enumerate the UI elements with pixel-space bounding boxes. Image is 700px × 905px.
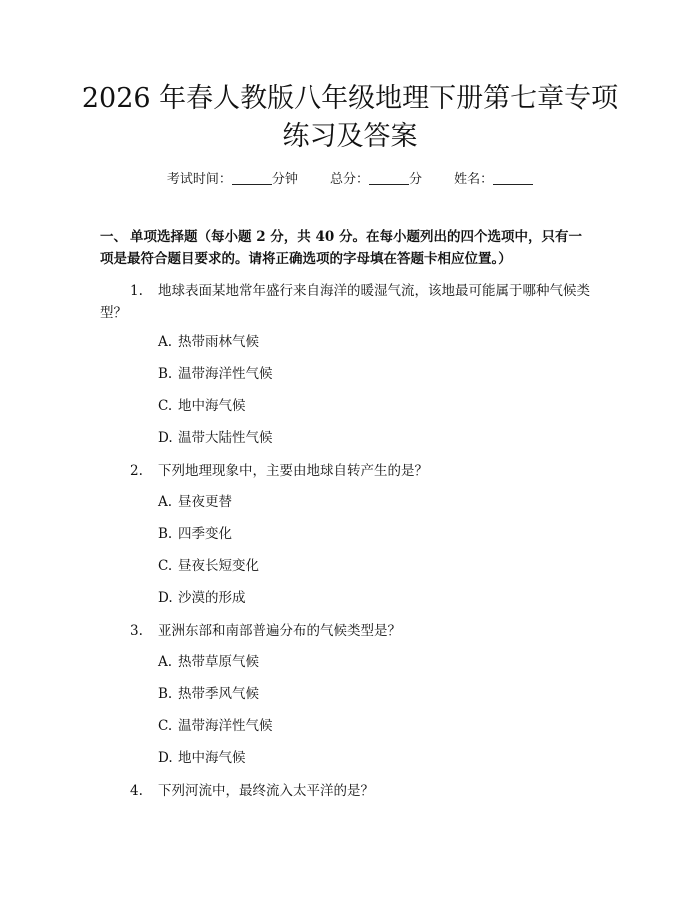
question-text-line1: 地球表面某地常年盛行来自海洋的暖湿气流，该地最可能属于哪种气候类 <box>158 283 590 299</box>
option-letter: B. <box>158 686 173 702</box>
question-2 <box>130 460 600 482</box>
option-letter: A. <box>158 334 173 350</box>
option-text: 温带大陆性气候 <box>178 430 273 446</box>
question-text-line1: 下列河流中，最终流入太平洋的是？ <box>158 783 374 799</box>
question-3 <box>130 620 600 642</box>
total-score-field <box>330 168 422 187</box>
question-1 <box>100 280 600 324</box>
question-text-line1: 下列地理现象中，主要由地球自转产生的是？ <box>158 463 428 479</box>
option-text: 热带草原气候 <box>178 654 259 670</box>
option-text: 温带海洋性气候 <box>178 718 273 734</box>
option-letter: C. <box>158 558 173 574</box>
exam-time-field <box>167 168 298 187</box>
option-text: 地中海气候 <box>178 398 246 414</box>
option <box>158 428 273 448</box>
option-text: 昼夜长短变化 <box>178 558 259 574</box>
section-instructions-line1: 单项选择题（每小题 2 分，共 40 分。在每小题列出的四个选项中，只有一 <box>130 229 582 245</box>
option <box>158 716 273 736</box>
option-letter: D. <box>158 590 173 606</box>
exam-info-row <box>0 168 700 187</box>
name-field <box>454 168 533 187</box>
name-blank <box>493 172 533 185</box>
time-blank <box>232 172 272 185</box>
option-letter: B. <box>158 366 173 382</box>
option-letter: B. <box>158 526 173 542</box>
page-title-line1: 2026 年春人教版八年级地理下册第七章专项 <box>81 83 619 114</box>
option-text: 四季变化 <box>178 526 232 542</box>
option <box>158 492 232 512</box>
score-unit: 分 <box>409 172 423 187</box>
time-unit: 分钟 <box>271 172 298 187</box>
option-text: 地中海气候 <box>178 750 246 766</box>
option-text: 热带季风气候 <box>178 686 259 702</box>
section-heading <box>100 226 600 270</box>
question-4 <box>130 780 600 802</box>
option <box>158 684 259 704</box>
question-number: 4. <box>130 783 143 799</box>
page-title-line2: 练习及答案 <box>282 121 418 152</box>
option-letter: D. <box>158 430 173 446</box>
option-letter: C. <box>158 398 173 414</box>
option <box>158 652 259 672</box>
option <box>158 396 246 416</box>
section-number: 一、 <box>100 229 127 245</box>
question-text-line2: 型？ <box>100 305 127 321</box>
option-text: 沙漠的形成 <box>178 590 246 606</box>
option <box>158 332 259 352</box>
question-text-line1: 亚洲东部和南部普遍分布的气候类型是？ <box>158 623 401 639</box>
question-number: 1. <box>130 283 143 299</box>
score-blank <box>369 172 409 185</box>
question-number: 3. <box>130 623 143 639</box>
option <box>158 556 259 576</box>
option-text: 温带海洋性气候 <box>178 366 273 382</box>
option <box>158 588 246 608</box>
section-instructions-line2: 项是最符合题目要求的。请将正确选项的字母填在答题卡相应位置。） <box>100 251 512 267</box>
option-letter: A. <box>158 654 173 670</box>
option-text: 热带雨林气候 <box>178 334 259 350</box>
time-label: 考试时间： <box>166 172 232 187</box>
option-letter: A. <box>158 494 173 510</box>
option <box>158 748 246 768</box>
option-text: 昼夜更替 <box>178 494 232 510</box>
option-letter: D. <box>158 750 173 766</box>
score-label: 总分： <box>329 172 369 187</box>
question-number: 2. <box>130 463 143 479</box>
option <box>158 364 273 384</box>
name-label: 姓名： <box>454 172 494 187</box>
option-letter: C. <box>158 718 173 734</box>
option <box>158 524 232 544</box>
